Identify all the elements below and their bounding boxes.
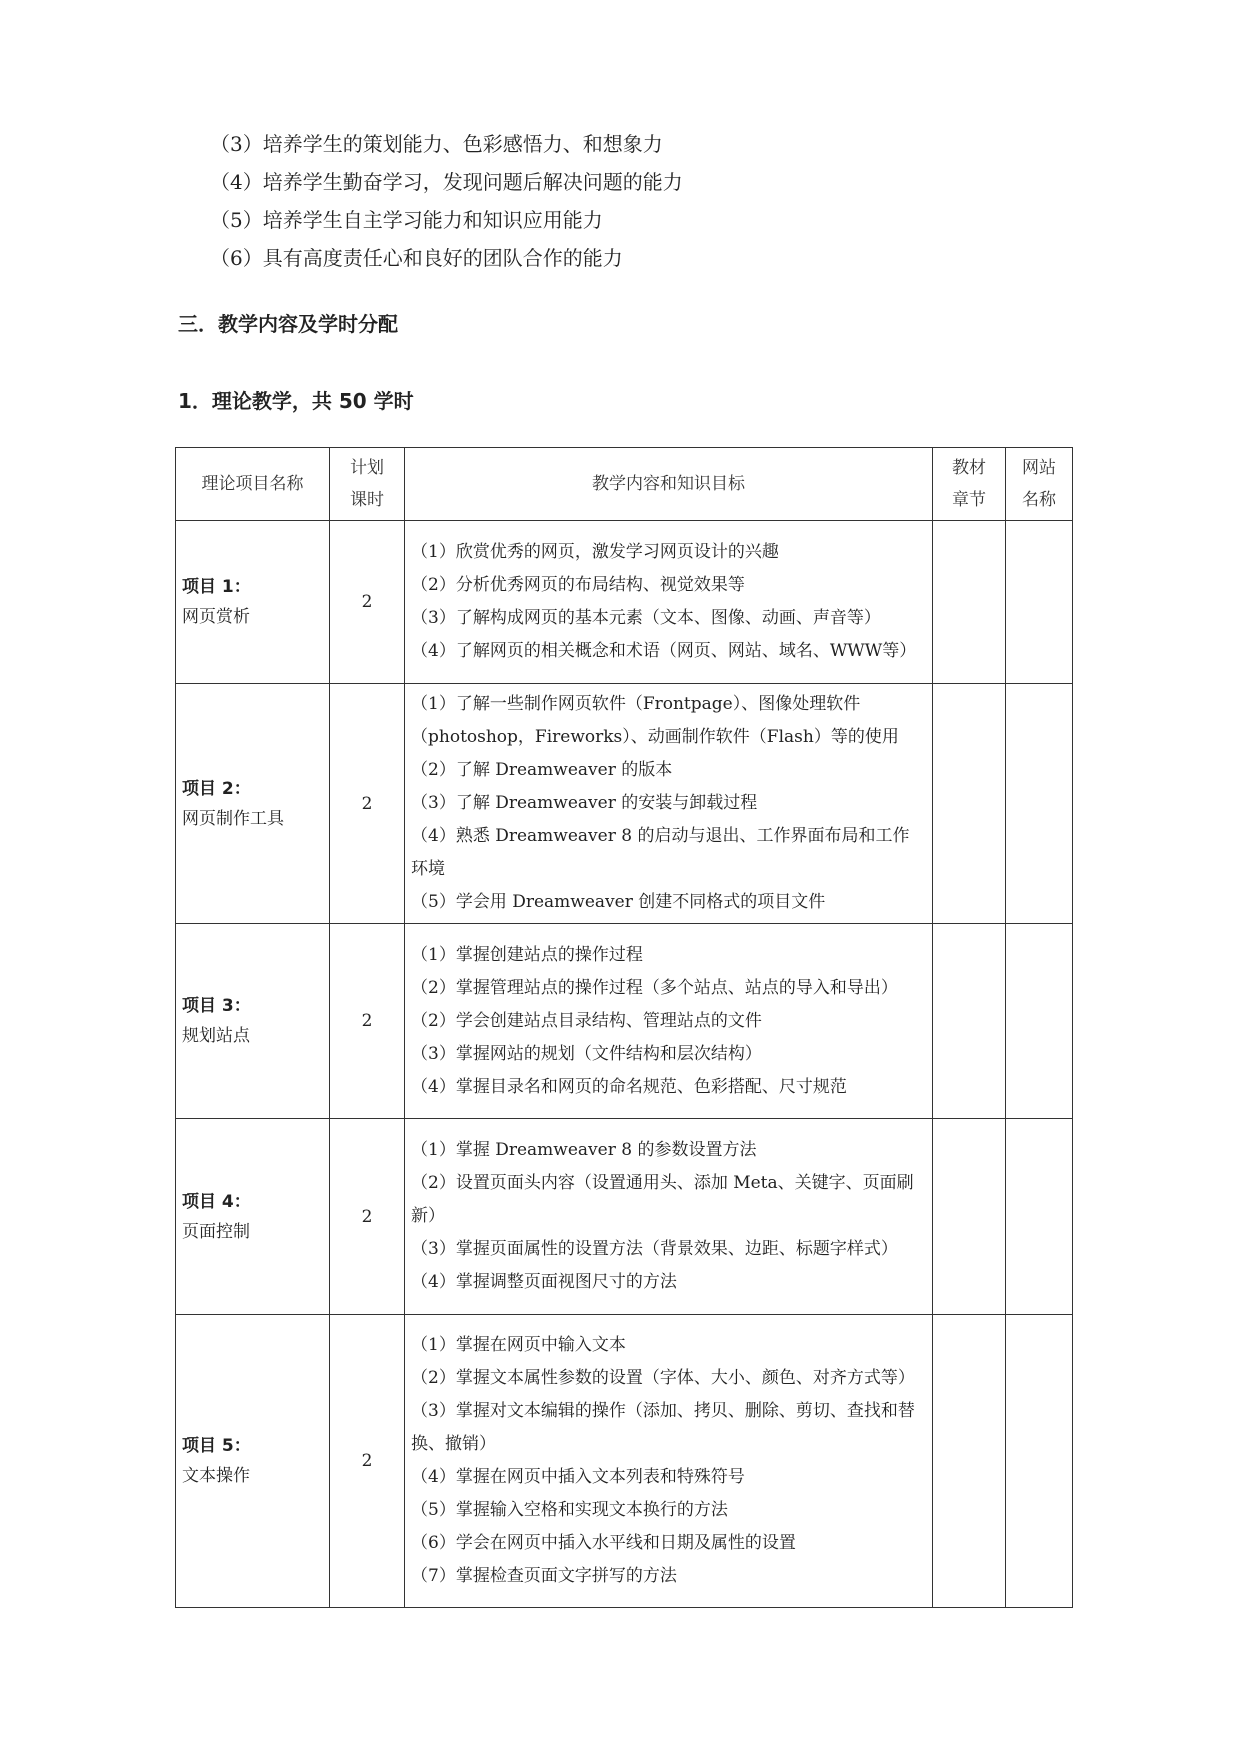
content-item: （5）掌握输入空格和实现文本换行的方法 xyxy=(411,1500,728,1520)
objectives-list xyxy=(210,125,683,277)
project-subtitle: 文本操作 xyxy=(182,1466,250,1486)
project-title: 项目 4： xyxy=(182,1191,251,1212)
theory-teaching-table xyxy=(175,447,1073,1608)
content-item: （5）学会用 Dreamweaver 创建不同格式的项目文件 xyxy=(411,892,826,912)
project-name-cell xyxy=(176,521,330,684)
content-item: （2）学会创建站点目录结构、管理站点的文件 xyxy=(411,1010,762,1031)
textbook-chapter-cell xyxy=(933,1315,1006,1608)
website-name-cell xyxy=(1006,1315,1073,1608)
website-name-cell xyxy=(1006,521,1073,684)
content-item: （3）掌握页面属性的设置方法（背景效果、边距、标题字样式） xyxy=(411,1239,898,1259)
content-item: （1）掌握 Dreamweaver 8 的参数设置方法 xyxy=(411,1140,757,1160)
content-item: （1）掌握在网页中输入文本 xyxy=(411,1335,626,1355)
project-subtitle: 规划站点 xyxy=(182,1026,250,1046)
website-name-cell xyxy=(1006,924,1073,1119)
project-subtitle: 网页赏析 xyxy=(182,607,250,627)
content-item: （3）掌握网站的规划（文件结构和层次结构） xyxy=(411,1043,762,1064)
textbook-chapter-cell xyxy=(933,521,1006,684)
content-item: （3）了解构成网页的基本元素（文本、图像、动画、声音等） xyxy=(411,608,881,628)
project-subtitle: 网页制作工具 xyxy=(182,808,284,829)
textbook-chapter-cell xyxy=(933,1119,1006,1315)
content-item: （4）掌握目录名和网页的命名规范、色彩搭配、尺寸规范 xyxy=(411,1076,847,1097)
project-name-cell xyxy=(176,1119,330,1315)
header-project-name: 理论项目名称 xyxy=(176,448,330,521)
planned-hours-cell: 2 xyxy=(330,1119,405,1315)
header-content: 教学内容和知识目标 xyxy=(405,448,933,521)
table-row xyxy=(176,1119,1073,1315)
website-name-cell xyxy=(1006,684,1073,924)
project-title: 项目 1： xyxy=(182,577,251,597)
table-row xyxy=(176,684,1073,924)
section-heading: 三．教学内容及学时分配 xyxy=(178,312,398,336)
textbook-chapter-cell xyxy=(933,924,1006,1119)
content-item: （7）掌握检查页面文字拼写的方法 xyxy=(411,1566,677,1586)
objective-item: （3）培养学生的策划能力、色彩感悟力、和想象力 xyxy=(210,132,663,156)
content-item: （2）掌握文本属性参数的设置（字体、大小、颜色、对齐方式等） xyxy=(411,1368,915,1388)
header-textbook-chapter: 教材 章节 xyxy=(933,448,1006,521)
project-title: 项目 2： xyxy=(182,778,251,799)
content-item: （3）掌握对文本编辑的操作（添加、拷贝、删除、剪切、查找和替换、撤销） xyxy=(411,1401,915,1454)
project-name-cell xyxy=(176,1315,330,1608)
content-cell xyxy=(405,684,933,924)
content-item: （2）掌握管理站点的操作过程（多个站点、站点的导入和导出） xyxy=(411,977,898,998)
table-row xyxy=(176,924,1073,1119)
objective-item: （6）具有高度责任心和良好的团队合作的能力 xyxy=(210,246,623,270)
planned-hours-cell: 2 xyxy=(330,1315,405,1608)
objective-item: （4）培养学生勤奋学习，发现问题后解决问题的能力 xyxy=(210,170,683,194)
project-name-cell xyxy=(176,684,330,924)
header-planned-hours: 计划 课时 xyxy=(330,448,405,521)
header-website-name: 网站 名称 xyxy=(1006,448,1073,521)
objective-item: （5）培养学生自主学习能力和知识应用能力 xyxy=(210,208,603,232)
content-item: （3）了解 Dreamweaver 的安装与卸载过程 xyxy=(411,793,758,813)
project-name-cell xyxy=(176,924,330,1119)
content-cell xyxy=(405,924,933,1119)
content-item: （4）熟悉 Dreamweaver 8 的启动与退出、工作界面布局和工作环境 xyxy=(411,826,910,879)
planned-hours-cell: 2 xyxy=(330,924,405,1119)
subsection-heading: 1．理论教学，共 50 学时 xyxy=(178,389,414,413)
project-title: 项目 5： xyxy=(182,1436,251,1456)
content-cell xyxy=(405,521,933,684)
content-item: （1）掌握创建站点的操作过程 xyxy=(411,944,643,965)
content-item: （4）掌握在网页中插入文本列表和特殊符号 xyxy=(411,1467,745,1487)
content-cell xyxy=(405,1119,933,1315)
content-item: （4）掌握调整页面视图尺寸的方法 xyxy=(411,1272,677,1292)
content-item: （2）了解 Dreamweaver 的版本 xyxy=(411,760,673,780)
website-name-cell xyxy=(1006,1119,1073,1315)
content-item: （6）学会在网页中插入水平线和日期及属性的设置 xyxy=(411,1533,796,1553)
project-subtitle: 页面控制 xyxy=(182,1221,250,1242)
planned-hours-cell: 2 xyxy=(330,521,405,684)
content-item: （4）了解网页的相关概念和术语（网页、网站、域名、WWW等） xyxy=(411,641,917,661)
content-item: （2）分析优秀网页的布局结构、视觉效果等 xyxy=(411,575,745,595)
content-item: （2）设置页面头内容（设置通用头、添加 Meta、关键字、页面刷新） xyxy=(411,1173,914,1226)
table-row xyxy=(176,521,1073,684)
content-item: （1）欣赏优秀的网页，激发学习网页设计的兴趣 xyxy=(411,542,779,562)
content-item: （1）了解一些制作网页软件（Frontpage）、图像处理软件（photoshop，Fireworks）、动画制作软件（Flash）等的使用 xyxy=(411,694,899,747)
table-header-row xyxy=(176,448,1073,521)
planned-hours-cell: 2 xyxy=(330,684,405,924)
textbook-chapter-cell xyxy=(933,684,1006,924)
project-title: 项目 3： xyxy=(182,996,251,1016)
table-row xyxy=(176,1315,1073,1608)
content-cell xyxy=(405,1315,933,1608)
